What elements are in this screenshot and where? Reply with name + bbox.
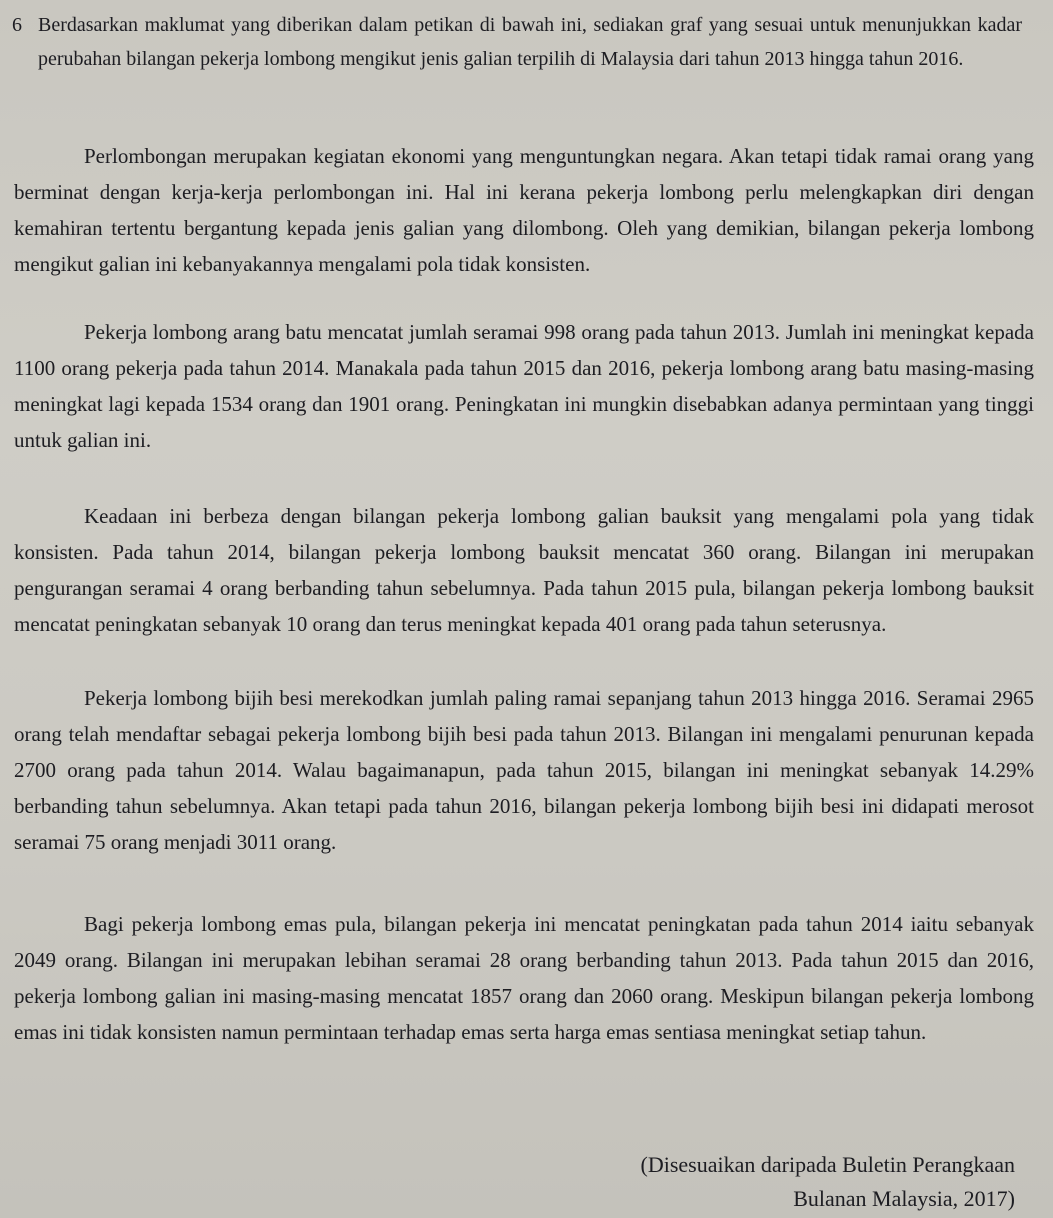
paragraph-gold: Bagi pekerja lombong emas pula, bilangan pekerja ini mencatat peningkatan pada tahun 2014 iaitu sebanyak 2049 orang. Bilangan ini merupakan lebihan seramai 28 orang berbanding tahun 2013. Pada tahun 2015 dan 2016, pekerja lombong galian ini masing-masing mencatat 1857 orang dan 2060 orang. Meskipun bilangan pekerja lombong emas ini tidak konsisten namun permintaan terhadap emas serta harga emas sentiasa meningkat setiap tahun. <box>14 912 1034 1044</box>
paragraph-bauxite: Keadaan ini berbeza dengan bilangan pekerja lombong galian bauksit yang mengalami pola yang tidak konsisten. Pada tahun 2014, bilangan pekerja lombong bauksit mencatat 360 orang. Bilangan ini merupakan pengurangan seramai 4 orang berbanding tahun sebelumnya. Pada tahun 2015 pula, bilangan pekerja lombong bauksit mencatat peningkatan sebanyak 10 orang dan terus meningkat kepada 401 orang pada tahun seterusnya. <box>14 504 1034 636</box>
question-block <box>12 8 1022 76</box>
paragraph-iron-ore: Pekerja lombong bijih besi merekodkan jumlah paling ramai sepanjang tahun 2013 hingga 2016. Seramai 2965 orang telah mendaftar sebagai pekerja lombong bijih besi pada tahun 2013. Bilangan ini mengalami penurunan kepada 2700 orang pada tahun 2014. Walau bagaimanapun, pada tahun 2015, bilangan ini meningkat sebanyak 14.29% berbanding tahun sebelumnya. Akan tetapi pada tahun 2016, bilangan pekerja lombong bijih besi ini didapati merosot seramai 75 orang menjadi 3011 orang. <box>14 686 1034 854</box>
paragraph-intro: Perlombongan merupakan kegiatan ekonomi yang menguntungkan negara. Akan tetapi tidak ramai orang yang berminat dengan kerja-kerja perlombongan ini. Hal ini kerana pekerja lombong perlu melengkapkan diri dengan kemahiran tertentu bergantung kepada jenis galian yang dilombong. Oleh yang demikian, bilangan pekerja lombong mengikut galian ini kebanyakannya mengalami pola tidak konsisten. <box>14 144 1034 276</box>
paragraph-coal: Pekerja lombong arang batu mencatat jumlah seramai 998 orang pada tahun 2013. Jumlah ini meningkat kepada 1100 orang pekerja pada tahun 2014. Manakala pada tahun 2015 dan 2016, pekerja lombong arang batu masing-masing meningkat lagi kepada 1534 orang dan 1901 orang. Peningkatan ini mungkin disebabkan adanya permintaan yang tinggi untuk galian ini. <box>14 320 1034 452</box>
source-line-2: Bulanan Malaysia, 2017) <box>793 1186 1015 1211</box>
question-text: Berdasarkan maklumat yang diberikan dalam petikan di bawah ini, sediakan graf yang sesuai untuk menunjukkan kadar perubahan bilangan pekerja lombong mengikut jenis galian terpilih di Malaysia dari tahun 2013 hingga tahun 2016. <box>38 14 1022 70</box>
question-number: 6 <box>12 14 22 36</box>
source-line-1: (Disesuaikan daripada Buletin Perangkaan <box>640 1152 1015 1177</box>
source-citation <box>641 1148 1015 1216</box>
